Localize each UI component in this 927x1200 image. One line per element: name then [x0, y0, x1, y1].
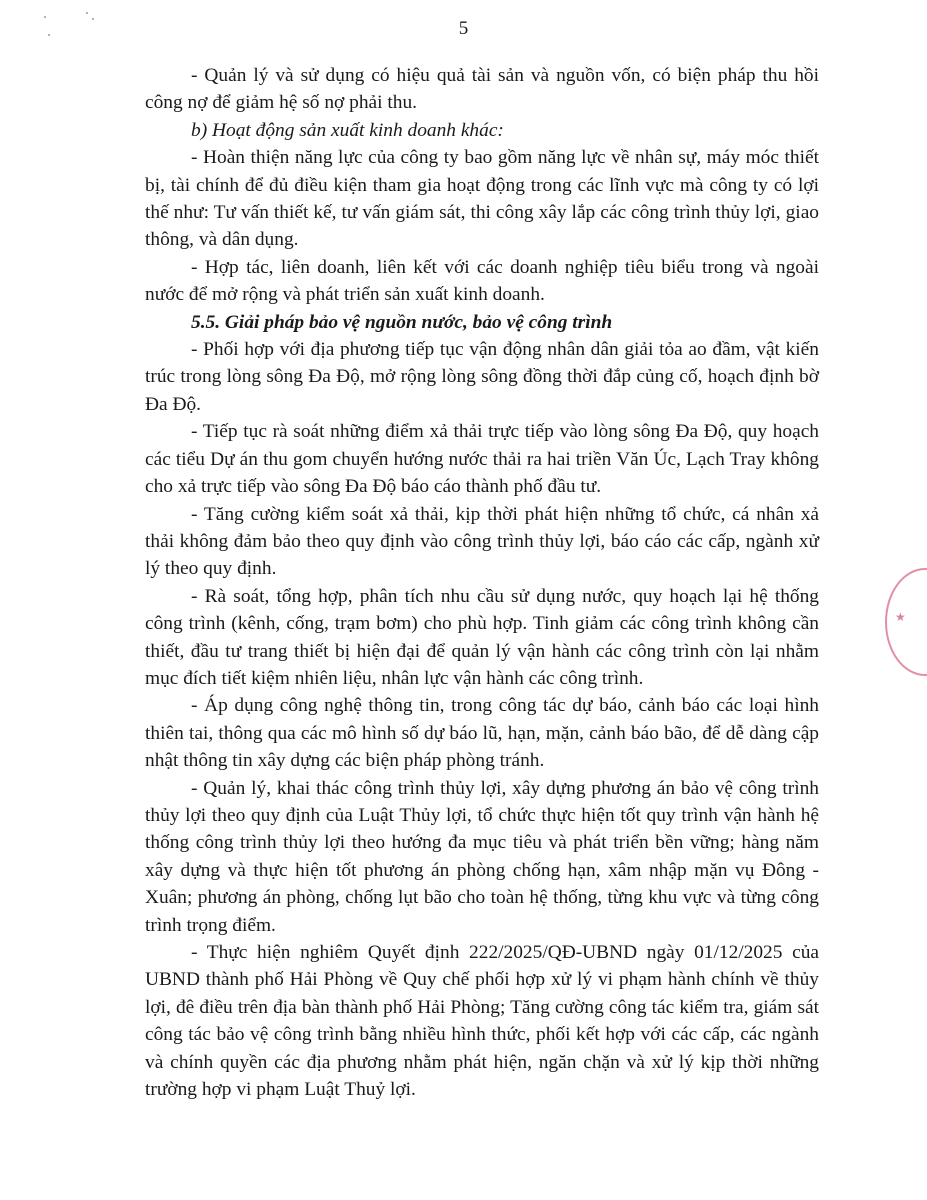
paragraph-company-capacity: - Hoàn thiện năng lực của công ty bao gồm năng lực về nhân sự, máy móc thiết bị, tài chính để đủ điều kiện tham gia hoạt động trong các lĩnh vực mà công ty có lợi thế như: Tư vấn thiết kế, tư vấn giám sát, thi công xây lắp các công trình thủy lợi, giao thông, và dân dụng.: [145, 147, 819, 251]
subheading-other-business: b) Hoạt động sản xuất kinh doanh khác:: [191, 119, 504, 141]
paragraph-river-clearance: - Phối hợp với địa phương tiếp tục vận động nhân dân giải tỏa ao đầm, vật kiến trúc trong lòng sông Đa Độ, mở rộng lòng sông đồng thời đắp củng cố, hoạch định bờ Đa Độ.: [145, 339, 819, 415]
paragraph-debt-management: - Quản lý và sử dụng có hiệu quả tài sản và nguồn vốn, có biện pháp thu hồi công nợ để giảm hệ số nợ phải thu.: [145, 65, 819, 114]
paragraph-discharge-review: - Tiếp tục rà soát những điểm xả thải trực tiếp vào lòng sông Đa Độ, quy hoạch các tiểu Dự án thu gom chuyển hướng nước thải ra hai triền Văn Úc, Lạch Tray không cho xả trực tiếp vào sông Đa Độ báo cáo thành phố đầu tư.: [145, 421, 819, 498]
seal-stamp-edge: [885, 568, 927, 676]
section-heading-5-5: 5.5. Giải pháp bảo vệ nguồn nước, bảo vệ công trình: [191, 311, 613, 333]
paragraph-decision-222: - Thực hiện nghiêm Quyết định 222/2025/QĐ-UBND ngày 01/12/2025 của UBND thành phố Hải Phòng về Quy chế phối hợp xử lý vi phạm hành chính về thủy lợi, đê điều trên địa bàn thành phố Hải Phòng; Tăng cường công tác kiểm tra, giám sát công tác bảo vệ công trình bằng nhiều hình thức, phối kết hợp với các cấp, các ngành và chính quyền các địa phương nhằm phát hiện, ngăn chặn và xử lý kịp thời những trường hợp vi phạm Luật Thuỷ lợi.: [145, 942, 819, 1101]
star-icon: ★: [895, 610, 906, 624]
page-number: 5: [458, 18, 469, 39]
paragraph-it-forecasting: - Áp dụng công nghệ thông tin, trong công tác dự báo, cảnh báo các loại hình thiên tai, thông qua các mô hình số dự báo lũ, hạn, mặn, cảnh báo bão, để dễ dàng cập nhật thông tin xây dựng các biện pháp phòng tránh.: [145, 695, 819, 772]
paragraph-cooperation: - Hợp tác, liên doanh, liên kết với các doanh nghiệp tiêu biểu trong và ngoài nước để mở rộng và phát triển sản xuất kinh doanh.: [145, 256, 819, 306]
paragraph-irrigation-management: - Quản lý, khai thác công trình thủy lợi, xây dựng phương án bảo vệ công trình thủy lợi theo quy định của Luật Thủy lợi, tổ chức thực hiện tốt quy trình vận hành hệ thống công trình thủy lợi theo hướng đa mục tiêu và phát triển bền vững; hàng năm xây dựng và thực hiện tốt phương án phòng chống hạn, xâm nhập mặn vụ Đông - Xuân; phương án phòng, chống lụt bão cho toàn hệ thống, từng khu vực và từng công trình trọng điểm.: [145, 777, 819, 936]
document-body: [145, 62, 819, 1103]
paragraph-water-demand: - Rà soát, tổng hợp, phân tích nhu cầu sử dụng nước, quy hoạch lại hệ thống công trình (kênh, cống, trạm bơm) cho phù hợp. Tinh giảm các công trình không cần thiết, đầu tư trang thiết bị hiện đại để quản lý vận hành các công trình còn lại nhằm mục đích tiết kiệm nhiên liệu, nhân lực vận hành các công trình.: [145, 585, 819, 689]
paragraph-discharge-control: - Tăng cường kiểm soát xả thải, kịp thời phát hiện những tổ chức, cá nhân xả thải không đảm bảo theo quy định vào công trình thủy lợi, báo cáo các cấp, ngành xử lý theo quy định.: [145, 503, 819, 580]
